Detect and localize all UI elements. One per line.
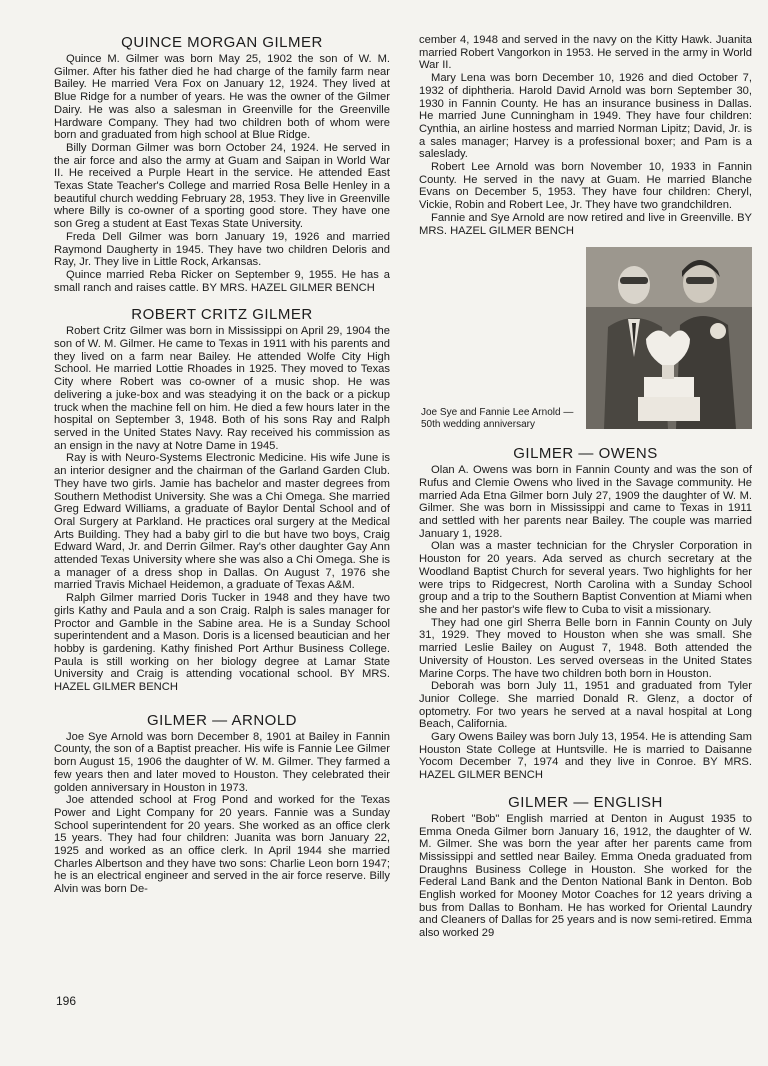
paragraph: Quince M. Gilmer was born May 25, 1902 the son of W. M. Gilmer. After his father died he had charge of the family farm near Bailey. He married Vera Fox on January 12, 1924. They lived at Blue Ridge for a number of years. He was the owner of the Gilmer Dairy. He was also a salesman in Greenville for the Greenville Hardware Company. They had two children both of whom were born and graduated from high school at Blue Ridge. bbox=[54, 53, 390, 142]
section-title: GILMER — OWENS bbox=[513, 445, 658, 463]
section-quince-gilmer bbox=[54, 34, 390, 294]
right-column bbox=[419, 34, 752, 952]
section-gilmer-owens bbox=[419, 445, 752, 782]
section-gilmer-arnold-continued bbox=[419, 34, 752, 237]
paragraph: Ralph Gilmer married Doris Tucker in 1948 and they have two girls Kathy and Paula and a son Craig. Ralph is sales manager for Proctor and Gamble in the Sabine area. He is a Sunday School superintendent and a Mason. Doris is a licensed beautician and her hobby is gardening. Kathy finished Port Arthur Business College. Paula is still working on her biology degree at Lamar State University and Craig is attending vocational school. BY MRS. HAZEL GILMER BENCH bbox=[54, 592, 390, 694]
section-robert-gilmer bbox=[54, 306, 390, 693]
paragraph: Robert Critz Gilmer was born in Mississippi on April 29, 1904 the son of W. M. Gilmer. He came to Texas in 1911 with his parents and they lived on a farm near Bailey. He attended Wolfe City High School. He married Lottie Rhoades in 1925. They moved to Texas City where Robert was co-owner of a music shop. He was delivering a juke-box and was steadying it on the back or a pickup truck when the machine fell on him. He died a few hours later in the hospital on September 3, 1948. Both of his sons Ray and Ralph served in the United States Navy. Ray received his commission as an ensign in the navy at Notre Dame in 1945. bbox=[54, 325, 390, 452]
left-column bbox=[54, 34, 390, 908]
section-title: GILMER — ARNOLD bbox=[146, 711, 298, 729]
page-number: 196 bbox=[56, 994, 77, 1008]
paragraph: cember 4, 1948 and served in the navy on the Kitty Hawk. Juanita married Robert Vangorkon in 1953. He served in the army in World War II. bbox=[419, 34, 752, 72]
paragraph: Freda Dell Gilmer was born January 19, 1926 and married Raymond Daugherty in 1945. They have two children Deloris and Ray, Jr. They live in Little Rock, Arkansas. bbox=[54, 230, 390, 269]
paragraph: Joe Sye Arnold was born December 8, 1901 at Bailey in Fannin County, the son of a Baptist preacher. His wife is Fannie Lee Gilmer born August 15, 1906 the daughter of W. M. Gilmer. They farmed a few years then and later moved to Houston. They celebrated their golden anniversary in Houston in 1973. bbox=[54, 730, 390, 794]
anniversary-photo bbox=[586, 247, 752, 429]
section-title: GILMER — ENGLISH bbox=[508, 793, 663, 811]
paragraph: Fannie and Sye Arnold are now retired and live in Greenville. BY MRS. HAZEL GILMER BENCH bbox=[419, 211, 752, 237]
paragraph: Mary Lena was born December 10, 1926 and died October 7, 1932 of diphtheria. Harold David Arnold was born September 30, 1930 in Fannin County. He has an insurance business in Dallas. He married June Cunningham in 1949. They have four children: Cynthia, an airline hostess and married Norman Lipitz; David, Jr. is a sales manager; Harvey is a professional boxer; and Pam is a saleslady. bbox=[419, 72, 752, 161]
paragraph: Olan was a master technician for the Chrysler Corporation in Houston for 20 years. Ada served as church secretary at the Woodland Baptist Church for several years. Two highlights for her were trips to Ridgecrest, North Carolina with a Sunday School group and a trip to the Southern Baptist Convention at Miami when she and her pastor's wife flew to Cuba to visit a missionary. bbox=[419, 540, 752, 616]
section-gilmer-arnold bbox=[54, 712, 390, 896]
paragraph: They had one girl Sherra Belle born in Fannin County on July 31, 1929. They moved to Houston when she was small. She married Leslie Bailey on August 7, 1948. Both attended the University of Houston. Les served overseas in the United States Marine Corps. The have two children both born in Houston. bbox=[419, 616, 752, 680]
section-title: ROBERT CRITZ GILMER bbox=[131, 306, 313, 324]
paragraph: Deborah was born July 11, 1951 and graduated from Tyler Junior College. She married Donald R. Glenz, a doctor of optometry. For two years he served at a naval hospital at Long Beach, California. bbox=[419, 680, 752, 731]
paragraph: Robert "Bob" English married at Denton in August 1935 to Emma Oneda Gilmer born January 16, 1912, the daughter of W. M. Gilmer. She was born the year after her parents came from Mississippi and settled near Bailey. Emma Oneda graduated from Draughns Business College in Houston. She worked for the Federal Land Bank and the Denton National Bank in Denton. Bob English worked for Mooney Motor Coaches for 12 years driving a bus from Dallas to Bonham. He has worked for Oriental Laundry and Cleaners of Dallas for 25 years and is now semi-retired. Emma also worked 29 bbox=[419, 812, 752, 940]
paragraph: Billy Dorman Gilmer was born October 24, 1924. He served in the air force and also the army at Guam and Saipan in World War II. He received a Purple Heart in the service. He attended East Texas State Teacher's College and married Rosa Belle Henley in a beautiful church wedding February 28, 1953. They live in Greenville where Billy is co-owner of a sporting good store. They have one son Greg a student at East Texas State University. bbox=[54, 141, 390, 231]
paragraph: Gary Owens Bailey was born July 13, 1954. He is attending Sam Houston State College at Huntsville. He is married to Daisanne Yocom December 7, 1974 and they live in Conroe. BY MRS. HAZEL GILMER BENCH bbox=[419, 731, 752, 782]
paragraph: Joe attended school at Frog Pond and worked for the Texas Power and Light Company for 20 years. Fannie was a Sunday School superintendent for 20 years. She worked as an office clerk 15 years. They had four children: Juanita was born January 22, 1925 and worked as an office clerk. In April 1944 she married Charles Albertson and they have two sons: Charlie Leon born 1947; he is an electrical engineer and served in the air force reserve. Billy Alvin was born De- bbox=[54, 794, 390, 896]
paragraph: Quince married Reba Ricker on September 9, 1955. He has a small ranch and raises cattle. BY MRS. HAZEL GILMER BENCH bbox=[54, 268, 390, 294]
couple-photo-illustration bbox=[586, 247, 752, 429]
section-title: QUINCE MORGAN GILMER bbox=[121, 34, 323, 51]
paragraph: Ray is with Neuro-Systems Electronic Medicine. His wife June is an interior designer and the chairman of the Garland Garden Club. They have two girls. Jamie has bachelor and master degrees from Southern Methodist University. She was a Chi Omega. She married Greg Edward Williams, a graduate of Baylor Dental School and of Oral Surgery at Parkland. He practices oral surgery at the Medical Arts Building. They had a baby girl to die but have two boys, Craig Edward Ward, Jr. and Derrin Gilmer. Ray's other daughter Gay Ann attended Texas University where she was also a Chi Omega. She is a manager of a dress shop in Dallas. On August 7, 1976 she married Travis Michael Heidemon, a graduate of Texas A&M. bbox=[54, 452, 390, 592]
section-gilmer-english bbox=[419, 794, 752, 940]
photo-block bbox=[419, 247, 752, 437]
photo-caption: Joe Sye and Fannie Lee Arnold — 50th wedding anniversary bbox=[421, 407, 574, 431]
paragraph: Robert Lee Arnold was born November 10, 1933 in Fannin County. He served in the navy at Guam. He married Blanche Evans on December 5, 1953. They have four children: Cheryl, Vickie, Robin and Robert Lee, Jr. They have two grandchildren. bbox=[419, 161, 752, 212]
paragraph: Olan A. Owens was born in Fannin County and was the son of Rufus and Clemie Owens who lived in the Savage community. He married Ada Etna Gilmer born July 27, 1909 the daughter of W. M. Gilmer. She was born in Mississippi and came to Texas in 1911 and settled with her parents near Bailey. The couple was married January 1, 1928. bbox=[419, 464, 752, 540]
